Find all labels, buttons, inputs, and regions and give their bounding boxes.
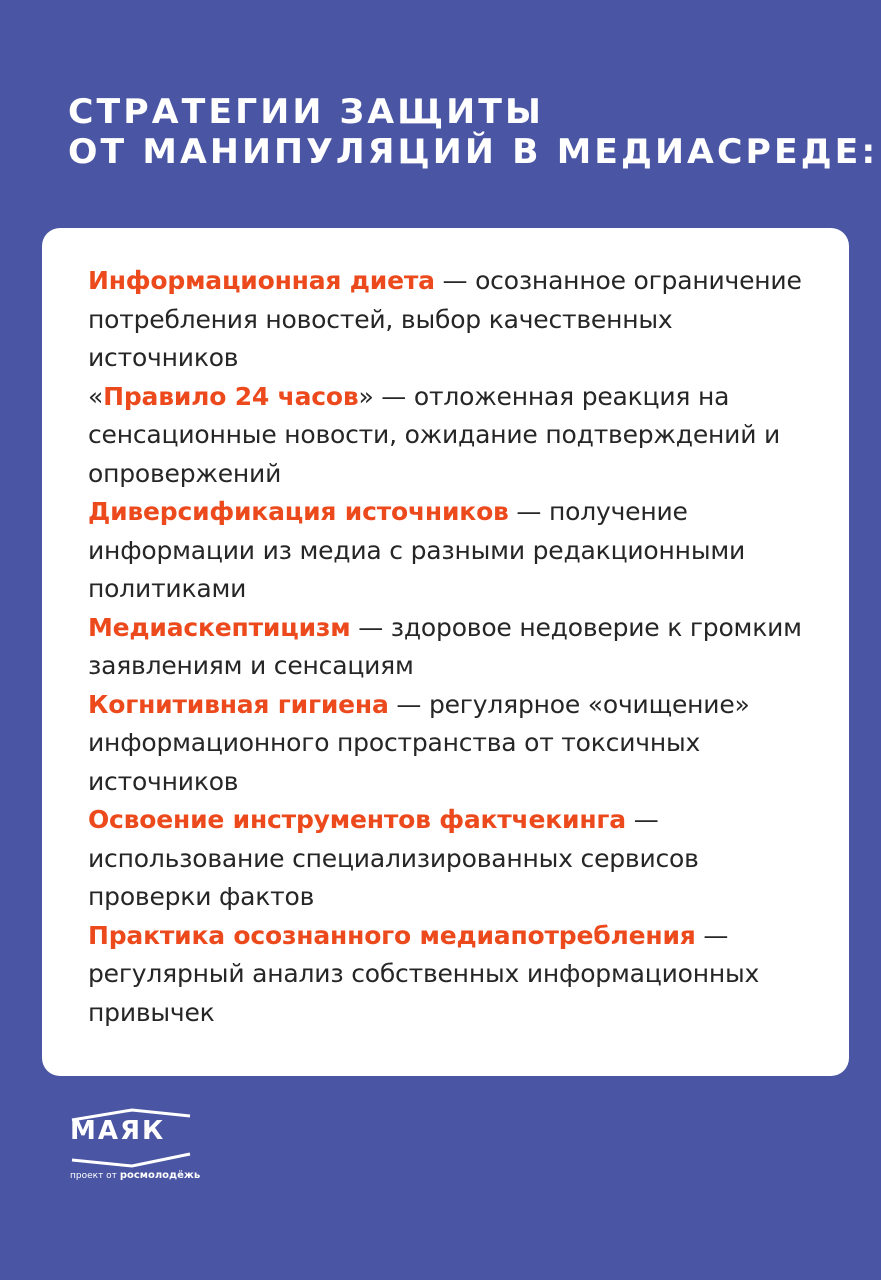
mayak-logo (70, 1108, 201, 1198)
strategy-item (88, 917, 828, 1033)
strategy-item (88, 378, 828, 494)
strategy-description: — использование специализированных сервисов проверки фактов (88, 805, 699, 911)
strategy-item (88, 609, 828, 686)
strategy-term: Информационная диета (88, 266, 435, 295)
logo-subtitle-brand: росмолодёжь (119, 1170, 201, 1181)
strategy-description: » — отложенная реакция на сенсационные новости, ожидание подтверждений и опровержений (88, 381, 781, 488)
page-title-line-2: ОТ МАНИПУЛЯЦИЙ В МЕДИАСРЕДЕ: (68, 132, 879, 172)
page-title-line-1: СТРАТЕГИИ ЗАЩИТЫ (68, 92, 544, 132)
strategy-description: — здоровое недоверие к громким заявлениям и сенсациям (88, 612, 802, 680)
logo-wordmark: МАЯК (70, 1116, 166, 1146)
strategy-term: Когнитивная гигиена (88, 689, 389, 719)
strategy-description: — получение информации из медиа с разными редакционными политиками (88, 497, 746, 603)
strategies-card (42, 228, 849, 1076)
logo-subtitle (70, 1170, 200, 1181)
strategy-description: — регулярное «очищение» информационного пространства от токсичных источников (88, 689, 750, 796)
strategy-term: Медиаскептицизм (88, 612, 351, 642)
strategies-list (88, 262, 828, 1032)
strategy-description: — регулярный анализ собственных информационных привычек (88, 920, 760, 1027)
page-title (68, 92, 879, 172)
strategy-prefix: « (88, 381, 104, 411)
strategy-item (88, 262, 828, 378)
strategy-item (88, 686, 828, 802)
strategy-term: Практика осознанного медиапотребления (88, 920, 696, 950)
strategy-term: Освоение инструментов фактчекинга (88, 805, 626, 834)
logo-subtitle-prefix: проект от (70, 1171, 117, 1181)
strategy-item (88, 493, 828, 609)
strategy-description: — осознанное ограничение потребления новостей, выбор качественных источников (88, 266, 802, 372)
strategy-term: Правило 24 часов (103, 381, 359, 411)
strategy-item (88, 801, 828, 917)
strategy-term: Диверсификация источников (88, 497, 509, 526)
